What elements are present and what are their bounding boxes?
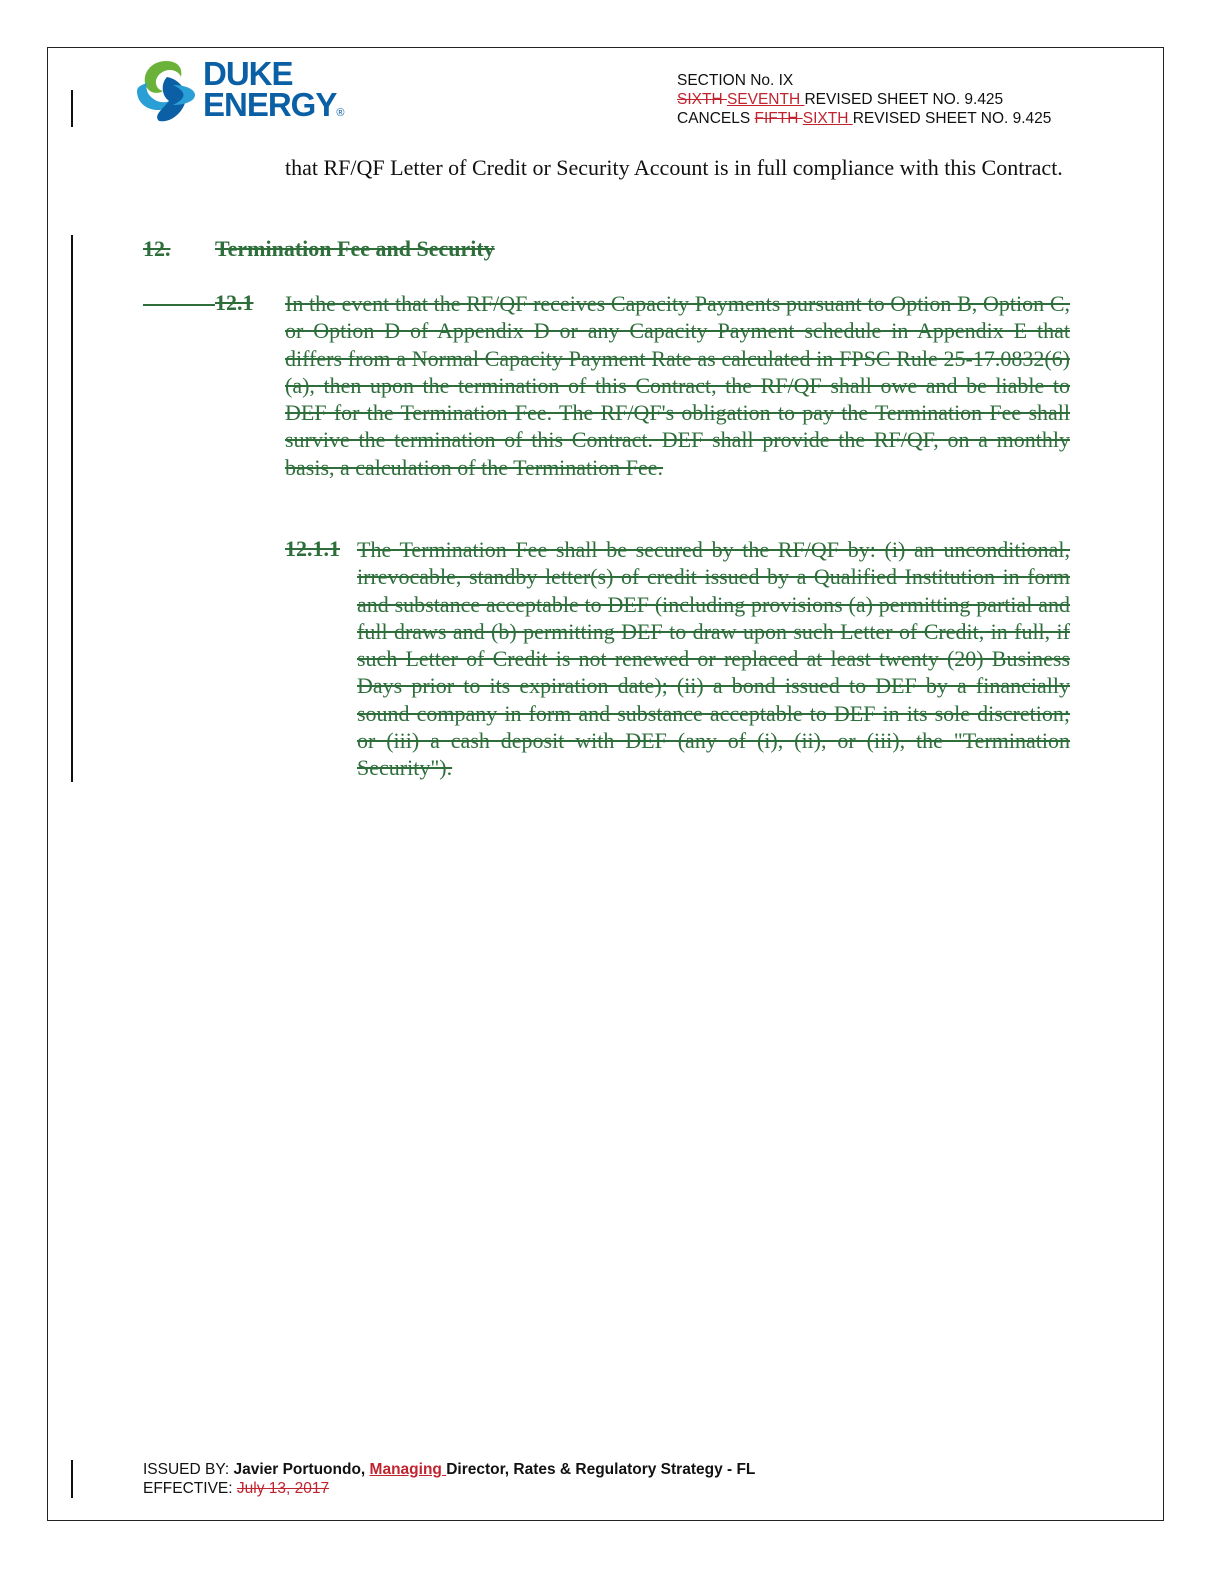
- effective-label: EFFECTIVE:: [143, 1480, 237, 1497]
- page-border: [47, 47, 1164, 1521]
- cancels-deleted-text: FIFTH: [754, 110, 803, 127]
- change-bar-footer: [71, 1460, 73, 1498]
- logo-line-duke: DUKE: [203, 55, 293, 92]
- issued-by-line: [143, 1460, 755, 1479]
- duke-energy-logo-icon: [133, 55, 199, 125]
- change-bar-body: [71, 235, 73, 782]
- sheet-inserted-text: SEVENTH: [726, 91, 805, 108]
- cancels-line: [677, 109, 1051, 128]
- section-12-1-1-text: [285, 536, 1070, 782]
- cancels-inserted-text: SIXTH: [802, 110, 853, 127]
- section-12-1-1-body: The Termination Fee shall be secured by the RF/QF by: (i) an unconditional, irrevocable, standby letter(s) of credit issued by a Qualified Institution in form and substance acceptable to DEF (including provisions (a) permitting partial and full draws and (b) permitting DEF to draw upon such Letter of Credit, in full, if such Letter of Credit is not renewed or replaced at least twenty (20) Business Days prior to its expiration date); (ii) a bond issued to DEF by a financially sound company in form and substance acceptable to DEF in its sole discretion; or (iii) a cash deposit with DEF (any of (i), (ii), or (iii), the "Termination Security").: [357, 537, 1070, 781]
- section-12-number: 12.: [143, 236, 171, 261]
- duke-energy-logo: [133, 55, 343, 130]
- section-12-title: Termination Fee and Security: [215, 236, 495, 261]
- change-bar-header: [71, 90, 73, 127]
- issuer-title: Director, Rates & Regulatory Strategy - FL: [446, 1461, 756, 1478]
- tariff-footer: [143, 1460, 755, 1498]
- issued-by-label: ISSUED BY:: [143, 1461, 234, 1478]
- issuer-inserted-text: Managing: [369, 1461, 447, 1478]
- logo-line-energy: ENERGY: [203, 86, 337, 123]
- section-12-1-strike-rule: [143, 304, 215, 306]
- section-12-1-number: 12.1: [215, 290, 254, 315]
- sheet-revision-line: [677, 90, 1051, 109]
- section-12-1-text: In the event that the RF/QF receives Capacity Payments pursuant to Option B, Option C, or Option D of Appendix D or any Capacity Payment schedule in Appendix E that differs from a Normal Capacity Payment Rate as calculated in FPSC Rule 25-17.0832(6)(a), then upon the termination of this Contract, the RF/QF shall owe and be liable to DEF for the Termination Fee. The RF/QF's obligation to pay the Termination Fee shall survive the termination of this Contract. DEF shall provide the RF/QF, on a monthly basis, a calculation of the Termination Fee.: [285, 291, 1070, 480]
- cancels-prefix: CANCELS: [677, 110, 755, 127]
- tariff-header: [677, 71, 1051, 128]
- continued-paragraph: that RF/QF Letter of Credit or Security Account is in full compliance with this Contract.: [285, 155, 1063, 180]
- section-number: SECTION No. IX: [677, 72, 794, 89]
- effective-line: [143, 1479, 755, 1498]
- cancels-suffix: REVISED SHEET NO. 9.425: [852, 110, 1052, 127]
- section-12-1-1-number: 12.1.1: [285, 536, 340, 561]
- registered-mark: ®: [336, 107, 345, 119]
- sheet-deleted-text: SIXTH: [677, 91, 727, 108]
- issuer-name: Javier Portuondo,: [233, 1461, 370, 1478]
- sheet-suffix: REVISED SHEET NO. 9.425: [804, 91, 1004, 108]
- effective-date-deleted: July 13, 2017: [236, 1480, 330, 1497]
- duke-energy-wordmark: [203, 55, 345, 129]
